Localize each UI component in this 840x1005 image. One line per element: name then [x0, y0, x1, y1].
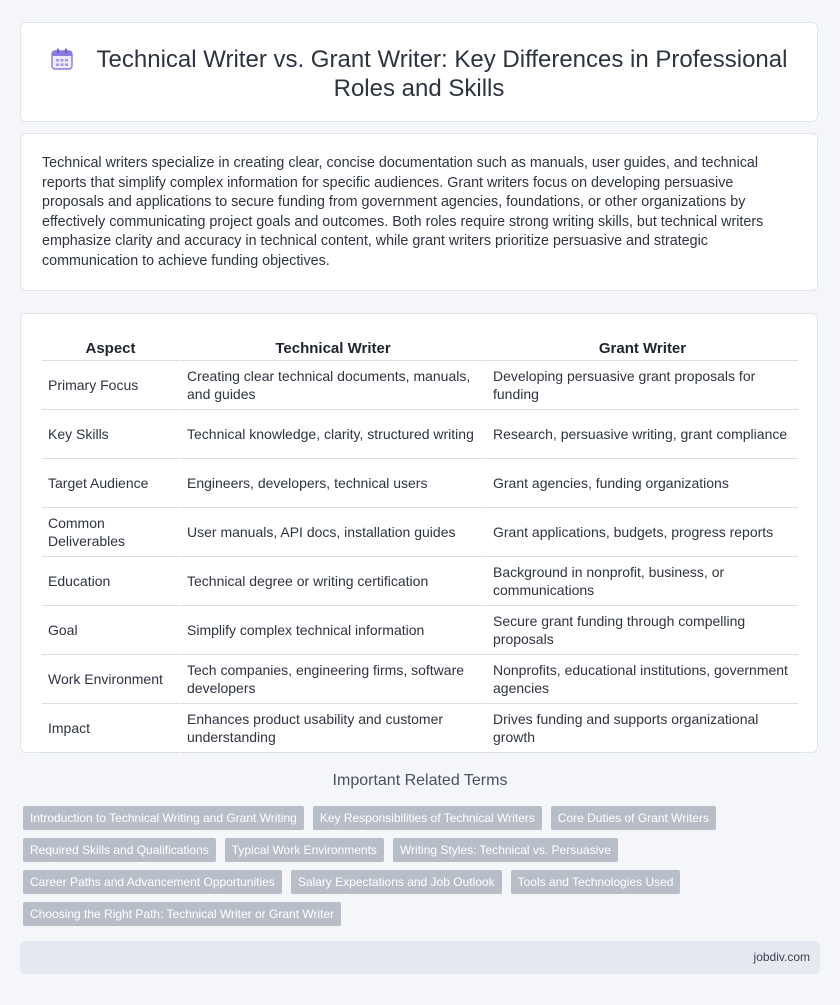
row-grant: Grant applications, budgets, progress reports [485, 508, 798, 557]
table-row [42, 361, 798, 410]
row-aspect: Goal [42, 606, 179, 655]
related-terms-title: Important Related Terms [332, 772, 508, 789]
related-term-tag[interactable]: Choosing the Right Path: Technical Writer or Grant Writer [23, 902, 341, 926]
header-grant-writer: Grant Writer [485, 334, 798, 361]
related-term-tag[interactable]: Required Skills and Qualifications [23, 838, 216, 862]
row-grant: Nonprofits, educational institutions, government agencies [485, 655, 798, 704]
related-term-tag[interactable]: Career Paths and Advancement Opportunities [23, 870, 282, 894]
related-term-tag[interactable]: Writing Styles: Technical vs. Persuasive [393, 838, 618, 862]
row-technical: Enhances product usability and customer understanding [179, 704, 485, 753]
row-grant: Research, persuasive writing, grant compliance [485, 410, 798, 459]
row-aspect: Target Audience [42, 459, 179, 508]
table-row [42, 557, 798, 606]
intro-paragraph: Technical writers specialize in creating clear, concise documentation such as manuals, user guides, and technical reports that simplify complex information for specific audiences. Grant writers focus on developing persuasive proposals and applications to secure funding from government agencies, foundations, or other organizations by effectively communicating project goals and outcomes. Both roles require strong writing skills, but technical writers emphasize clarity and accuracy in technical content, while grant writers prioritize persuasive and strategic communication to achieve funding objectives. [42, 155, 764, 269]
page-title-wrap [21, 45, 817, 103]
row-technical: Creating clear technical documents, manuals, and guides [179, 361, 485, 410]
row-aspect: Work Environment [42, 655, 179, 704]
header-technical-writer: Technical Writer [179, 334, 485, 361]
calendar-icon [51, 48, 73, 70]
comparison-card [20, 313, 818, 753]
row-grant: Drives funding and supports organizational growth [485, 704, 798, 753]
row-technical: User manuals, API docs, installation guides [179, 508, 485, 557]
related-terms-list [23, 806, 783, 934]
row-technical: Tech companies, engineering firms, software developers [179, 655, 485, 704]
footer-bar [20, 941, 820, 974]
row-technical: Simplify complex technical information [179, 606, 485, 655]
related-term-tag[interactable]: Core Duties of Grant Writers [551, 806, 716, 830]
row-aspect: Education [42, 557, 179, 606]
row-technical: Technical knowledge, clarity, structured writing [179, 410, 485, 459]
row-aspect: Common Deliverables [42, 508, 179, 557]
table-row [42, 508, 798, 557]
table-row [42, 459, 798, 508]
related-term-tag[interactable]: Tools and Technologies Used [511, 870, 681, 894]
row-aspect: Primary Focus [42, 361, 179, 410]
intro-card [20, 133, 818, 291]
footer-site-link[interactable]: jobdiv.com [753, 950, 810, 964]
related-term-tag[interactable]: Introduction to Technical Writing and Grant Writing [23, 806, 304, 830]
related-term-tag[interactable]: Key Responsibilities of Technical Writers [313, 806, 542, 830]
page-title: Technical Writer vs. Grant Writer: Key Differences in Professional Roles and Skills [96, 46, 788, 102]
header-card [20, 22, 818, 122]
table-header-row [42, 334, 798, 361]
row-aspect: Key Skills [42, 410, 179, 459]
row-grant: Grant agencies, funding organizations [485, 459, 798, 508]
table-row [42, 655, 798, 704]
row-grant: Developing persuasive grant proposals for funding [485, 361, 798, 410]
table-row [42, 410, 798, 459]
row-grant: Background in nonprofit, business, or communications [485, 557, 798, 606]
row-technical: Technical degree or writing certification [179, 557, 485, 606]
table-row [42, 606, 798, 655]
row-aspect: Impact [42, 704, 179, 753]
related-term-tag[interactable]: Typical Work Environments [225, 838, 384, 862]
comparison-table [42, 334, 798, 753]
row-grant: Secure grant funding through compelling proposals [485, 606, 798, 655]
table-row [42, 704, 798, 753]
header-aspect: Aspect [42, 334, 179, 361]
row-technical: Engineers, developers, technical users [179, 459, 485, 508]
related-term-tag[interactable]: Salary Expectations and Job Outlook [291, 870, 502, 894]
